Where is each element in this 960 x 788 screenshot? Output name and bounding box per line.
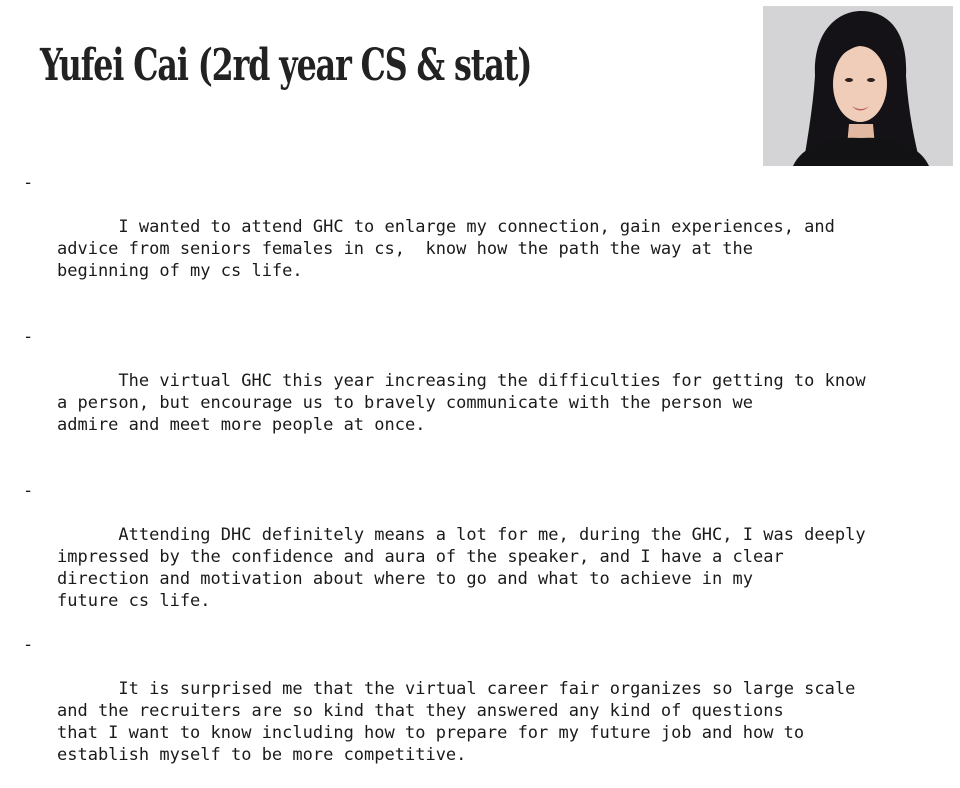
bullet-text: I wanted to attend GHC to enlarge my connection, gain experiences, and advice from seniors females in cs, know how the path the way at the beginning of my cs life.: [57, 217, 835, 281]
portrait-photo: [763, 6, 953, 166]
bullet-item: [20, 172, 920, 304]
bullet-text: It is surprised me that the virtual career fair organizes so large scale and the recruiters are so kind that they answered any kind of questions that I want to know including how to prepare for my future job and how to establish myself to be more competitive.: [57, 679, 856, 765]
bullet-marker: -: [23, 327, 34, 347]
bullet-text: Attending DHC definitely means a lot for me, during the GHC, I was deeply impressed by the confidence and aura of the speaker, and I have a clear direction and motivation about where to go and what to achieve in my future cs life.: [57, 525, 866, 611]
bullet-marker: -: [23, 481, 34, 501]
slide-title: Yufei Cai (2rd year CS & stat): [40, 40, 532, 91]
bullet-list: [20, 172, 920, 788]
bullet-marker: -: [23, 173, 34, 193]
portrait-illustration: [763, 6, 953, 166]
bullet-marker: -: [23, 635, 34, 655]
bullet-text: The virtual GHC this year increasing the difficulties for getting to know a person, but encourage us to bravely communicate with the person we admire and meet more people at once.: [57, 371, 866, 435]
bullet-item: [20, 480, 920, 634]
bullet-item: [20, 634, 920, 788]
bullet-item: [20, 326, 920, 458]
